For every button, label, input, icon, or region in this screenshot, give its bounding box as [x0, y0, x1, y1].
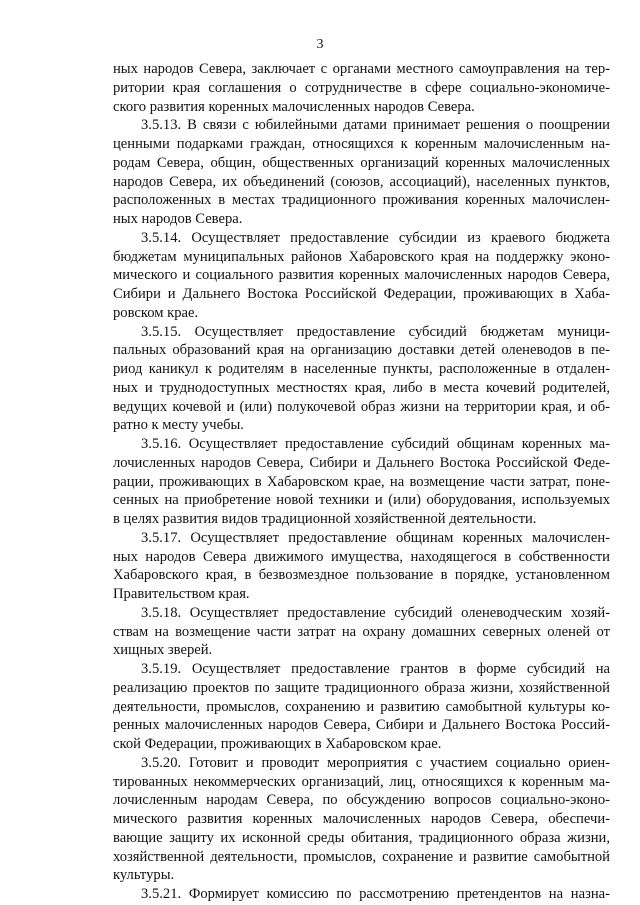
paragraph	[113, 885, 610, 904]
text-line: хозяйственной деятельности, промыслов, сохранение и развитие самобытной	[113, 848, 610, 865]
text-line: деятельности, промыслов, сохранению и развитию самобытной культуры ко-	[113, 698, 610, 715]
text-line: ратно к месту учебы.	[113, 417, 244, 434]
text-line: 3.5.17. Осуществляет предоставление общинам коренных малочислен-	[141, 529, 610, 546]
text-line: бюджетам муниципальных районов Хабаровского края на поддержку эконо-	[113, 248, 610, 265]
text-line: рации, проживающих в Хабаровском крае, на возмещение части затрат, поне-	[113, 473, 610, 490]
paragraph	[113, 116, 610, 229]
paragraph	[113, 529, 610, 604]
text-line: сенных на приобретение новой техники и (или) оборудования, используемых	[113, 492, 610, 509]
text-line: пальных образований края на организацию доставки детей оленеводов в пе-	[113, 342, 610, 359]
text-line: хищных зверей.	[113, 642, 213, 659]
text-line: ренных малочисленных народов Севера, Сибири и Дальнего Востока Россий-	[113, 717, 610, 734]
text-line: 3.5.19. Осуществляет предоставление грантов в форме субсидий на	[141, 661, 610, 677]
paragraph	[113, 660, 610, 754]
text-line: народов Севера, их объединений (союзов, ассоциаций), населенных пунктов,	[113, 173, 610, 190]
text-line: мического и социального развития коренных малочисленных народов Севера,	[113, 267, 610, 284]
text-line: Хабаровского края, в безвозмездное пользование в порядке, установленном	[113, 567, 610, 584]
text-line: тированных некоммерческих организаций, лиц, относящихся к коренным ма-	[113, 773, 610, 790]
text-line: ных народов Севера.	[113, 211, 243, 227]
text-line: в целях развития видов традиционной хозяйственной деятельности.	[113, 511, 537, 527]
text-line: реализацию проектов по защите традиционного образа жизни, хозяйственной	[113, 679, 610, 696]
text-line: родам Севера, общин, общественных организаций коренных малочисленных	[113, 154, 610, 171]
paragraph	[113, 229, 610, 323]
text-line: риод каникул к родителям в населенные пункты, расположенные в отдален-	[113, 361, 610, 377]
page-number: 3	[316, 37, 324, 52]
text-line: ровском крае.	[113, 304, 199, 321]
text-line: 3.5.15. Осуществляет предоставление субсидий бюджетам муници-	[141, 323, 610, 340]
text-line: ных и труднодоступных местностях края, либо в места кочевий родителей,	[113, 379, 610, 396]
text-line: ского развития коренных малочисленных народов Севера.	[113, 98, 475, 115]
text-line: ценными подарками граждан, относящихся к коренным малочисленным на-	[113, 136, 610, 152]
text-line: мического развития коренных малочисленных народов Севера, обеспечи-	[113, 811, 610, 827]
text-line: ской Федерации, проживающих в Хабаровском крае.	[113, 736, 442, 752]
text-line: 3.5.16. Осуществляет предоставление субсидий общинам коренных ма-	[141, 436, 610, 452]
text-line: ствам на возмещение части затрат на охрану домашних северных оленей от	[113, 623, 610, 640]
text-line: лочисленных народов Севера, Сибири и Дальнего Востока Российской Феде-	[113, 454, 610, 471]
paragraph	[113, 604, 610, 660]
paragraph	[113, 60, 610, 116]
paragraph	[113, 435, 610, 529]
text-line: ных народов Севера, заключает с органами местного самоуправления на тер-	[113, 61, 610, 77]
text-line: лочисленным народам Севера, по обсуждению вопросов социально-эконо-	[113, 792, 610, 809]
document-body	[113, 60, 610, 904]
text-line: 3.5.20. Готовит и проводит мероприятия с участием социально ориен-	[141, 754, 610, 771]
text-line: Сибири и Дальнего Востока Российской Федерации, проживающих в Хаба-	[113, 286, 610, 302]
text-line: ритории края соглашения о сотрудничестве в сфере социально-экономиче-	[113, 79, 610, 96]
text-line: ных народов Севера движимого имущества, находящегося в собственности	[113, 548, 610, 565]
text-line: 3.5.14. Осуществляет предоставление субсидии из краевого бюджета	[141, 229, 610, 246]
text-line: 3.5.21. Формирует комиссию по рассмотрению претендентов на назна-	[141, 886, 610, 902]
text-line: вающие защиту их исконной среды обитания, традиционного образа жизни,	[113, 829, 610, 846]
text-line: расположенных в местах традиционного проживания коренных малочислен-	[113, 192, 610, 209]
text-line: культуры.	[113, 867, 175, 884]
text-line: 3.5.18. Осуществляет предоставление субсидий оленеводческим хозяй-	[141, 604, 610, 621]
paragraph	[113, 754, 610, 885]
text-line: ведущих кочевой и (или) полукочевой образ жизни на территории края, и об-	[113, 398, 610, 415]
text-line: Правительством края.	[113, 586, 250, 602]
text-line: 3.5.13. В связи с юбилейными датами принимает решения о поощрении	[141, 117, 610, 134]
paragraph	[113, 323, 610, 436]
